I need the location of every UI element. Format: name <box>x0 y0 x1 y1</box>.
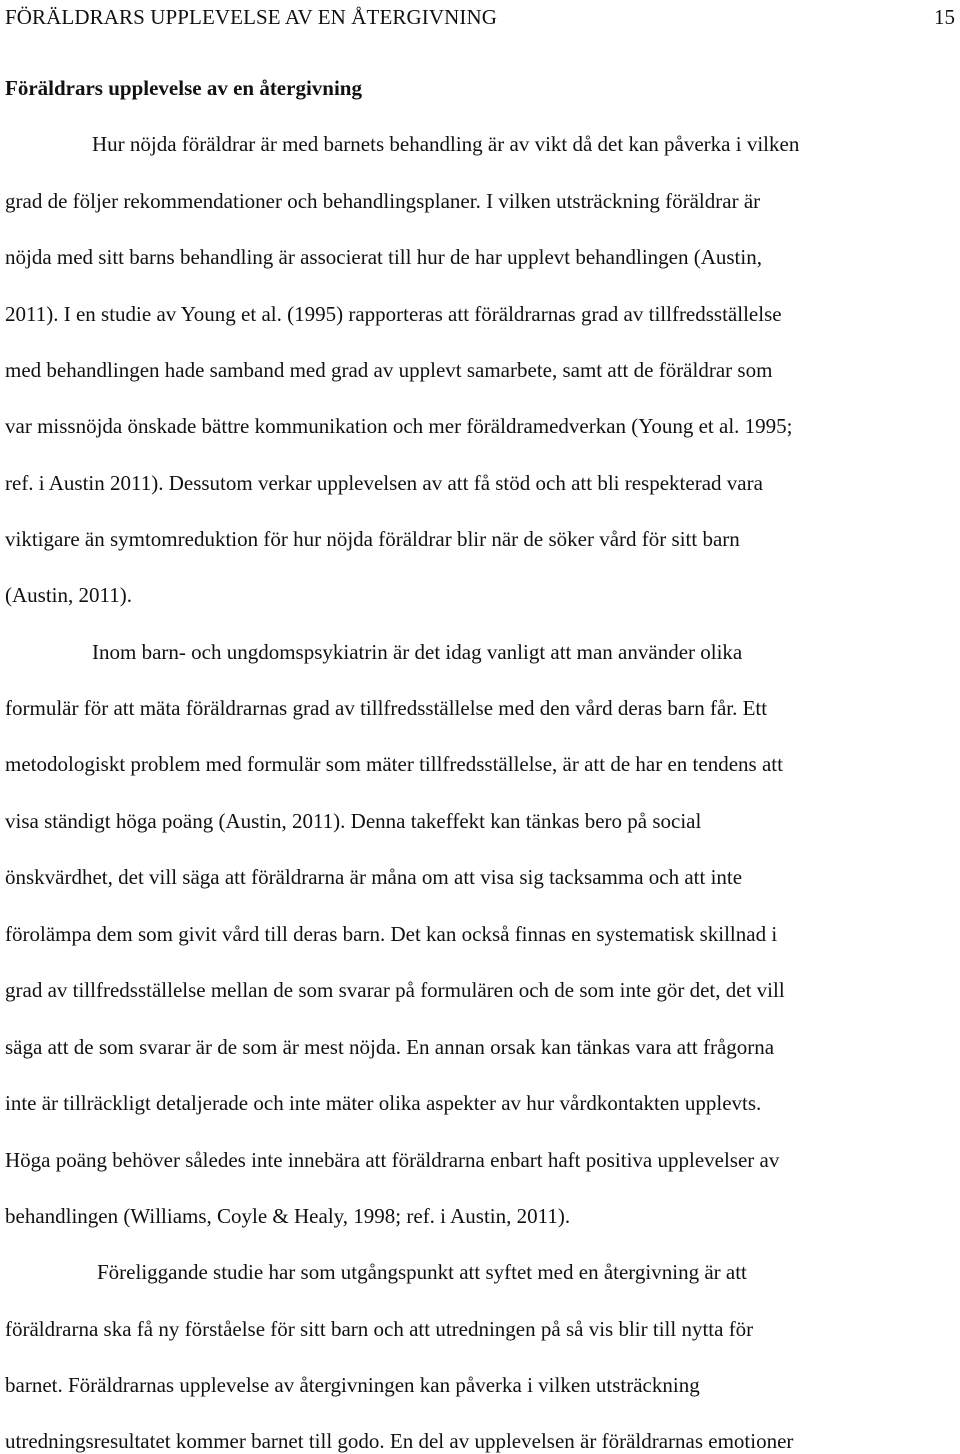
body-line: inte är tillräckligt detaljerade och inte mäter olika aspekter av hur vårdkontakten upplevts. <box>5 1091 762 1115</box>
body-line: med behandlingen hade samband med grad av upplevt samarbete, samt att de föräldrar som <box>5 358 773 382</box>
running-head <box>5 4 955 30</box>
body-line: utredningsresultatet kommer barnet till godo. En del av upplevelsen är föräldrarnas emotioner <box>5 1429 794 1453</box>
body-line: var missnöjda önskade bättre kommunikation och mer föräldramedverkan (Young et al. 1995; <box>5 414 793 438</box>
body-line: 2011). I en studie av Young et al. (1995) rapporteras att föräldrarnas grad av tillfredsställelse <box>5 302 782 326</box>
body-line: barnet. Föräldrarnas upplevelse av återgivningen kan påverka i vilken utsträckning <box>5 1373 700 1397</box>
body-line: grad av tillfredsställelse mellan de som svarar på formulären och de som inte gör det, det vill <box>5 978 785 1002</box>
body-line: förolämpa dem som givit vård till deras barn. Det kan också finnas en systematisk skillnad i <box>5 922 778 946</box>
body-line: viktigare än symtomreduktion för hur nöjda föräldrar blir när de söker vård för sitt barn <box>5 527 740 551</box>
body-line: föräldrarna ska få ny förståelse för sitt barn och att utredningen på så vis blir till nytta för <box>5 1317 754 1341</box>
body-line: önskvärdhet, det vill säga att föräldrarna är måna om att visa sig tacksamma och att inte <box>5 865 743 889</box>
body-line: Föreliggande studie har som utgångspunkt att syftet med en återgivning är att <box>97 1260 747 1284</box>
body-line: behandlingen (Williams, Coyle & Healy, 1998; ref. i Austin, 2011). <box>5 1204 571 1228</box>
body-line: formulär för att mäta föräldrarnas grad av tillfredsställelse med den vård deras barn får. Ett <box>5 696 768 720</box>
body-line: metodologiskt problem med formulär som mäter tillfredsställelse, är att de har en tendens att <box>5 752 783 776</box>
page-number: 15 <box>934 5 955 29</box>
running-head-title: FÖRÄLDRARS UPPLEVELSE AV EN ÅTERGIVNING <box>5 5 497 29</box>
body-line: visa ständigt höga poäng (Austin, 2011). Denna takeffekt kan tänkas bero på social <box>5 809 702 833</box>
body-line: Hur nöjda föräldrar är med barnets behandling är av vikt då det kan påverka i vilken <box>92 132 800 156</box>
body-line: Höga poäng behöver således inte innebära att föräldrarna enbart haft positiva upplevelser av <box>5 1148 780 1172</box>
body-line: Inom barn- och ungdomspsykiatrin är det idag vanligt att man använder olika <box>92 640 743 664</box>
section-heading: Föräldrars upplevelse av en återgivning <box>5 76 362 100</box>
body-line: ref. i Austin 2011). Dessutom verkar upplevelsen av att få stöd och att bli respekterad vara <box>5 471 763 495</box>
body-line: nöjda med sitt barns behandling är associerat till hur de har upplevt behandlingen (Austin, <box>5 245 762 269</box>
body-line: säga att de som svarar är de som är mest nöjda. En annan orsak kan tänkas vara att frågorna <box>5 1035 775 1059</box>
body-line: (Austin, 2011). <box>5 583 132 607</box>
body-line: grad de följer rekommendationer och behandlingsplaner. I vilken utsträckning föräldrar är <box>5 189 761 213</box>
